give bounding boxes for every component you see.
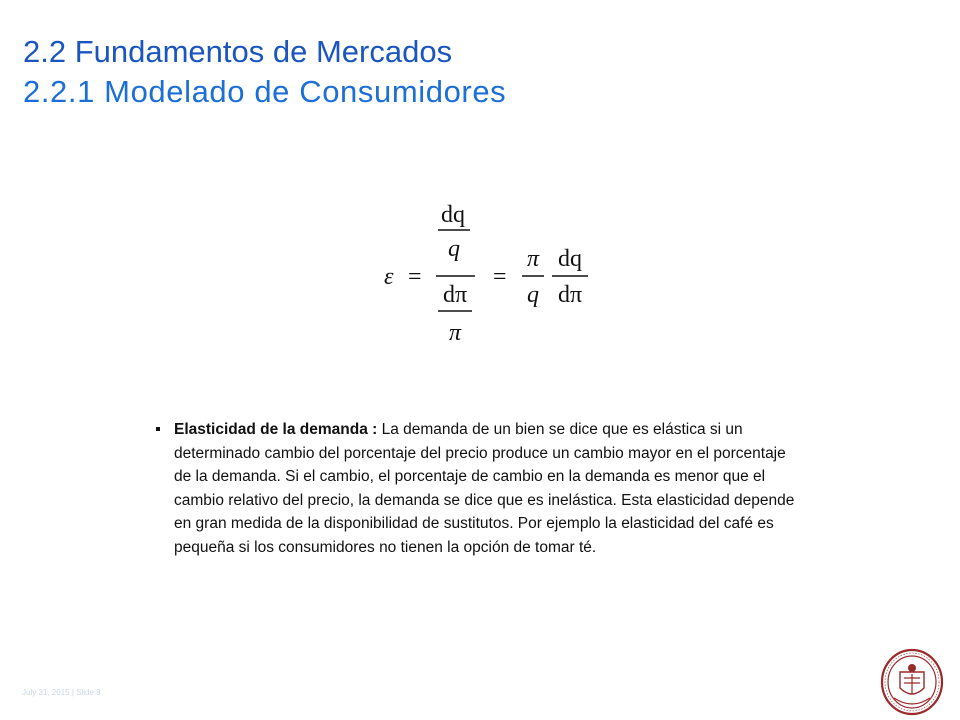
- university-seal-icon: [880, 648, 944, 716]
- formula-epsilon: ε: [384, 264, 394, 290]
- title-block: [23, 32, 506, 112]
- formula-dpi-bottom: dπ: [442, 282, 468, 308]
- formula-pi-bottom: π: [448, 320, 462, 346]
- bullet-text: [174, 418, 806, 559]
- slide-subtitle: 2.2.1 Modelado de Consumidores: [23, 74, 507, 109]
- formula-dq-num: dq: [558, 246, 582, 272]
- bullet-term: Elasticidad de la demanda :: [174, 421, 378, 438]
- bullet-body: La demanda de un bien se dice que es elástica si un determinado cambio del porcentaje del precio produce un cambio mayor en el porcentaje de la demanda. Si el cambio, el porcentaje de cambio en la demanda es menor que el cambio relativo del precio, la demanda se dice que es inelástica. Esta elasticidad depende en gran medida de la disponibilidad de sustitutos. Por ejemplo la elasticidad del café es pequeña si los consumidores no tienen la opción de tomar té.: [174, 421, 795, 556]
- elasticity-formula: [380, 194, 610, 354]
- bullet-item: [156, 418, 806, 559]
- formula-dq-top: dq: [441, 202, 465, 228]
- formula-q-den: q: [527, 282, 539, 308]
- slide-footer: July 31, 2015 | Slide 8: [22, 688, 101, 697]
- formula-equals-1: =: [408, 264, 422, 290]
- formula-equals-2: =: [493, 264, 507, 290]
- slide-title: 2.2 Fundamentos de Mercados: [23, 34, 453, 69]
- formula-pi-num: π: [526, 246, 540, 272]
- bullet-square-icon: [156, 427, 160, 431]
- formula-dpi-den: dπ: [557, 282, 583, 308]
- formula-q-top: q: [448, 236, 460, 262]
